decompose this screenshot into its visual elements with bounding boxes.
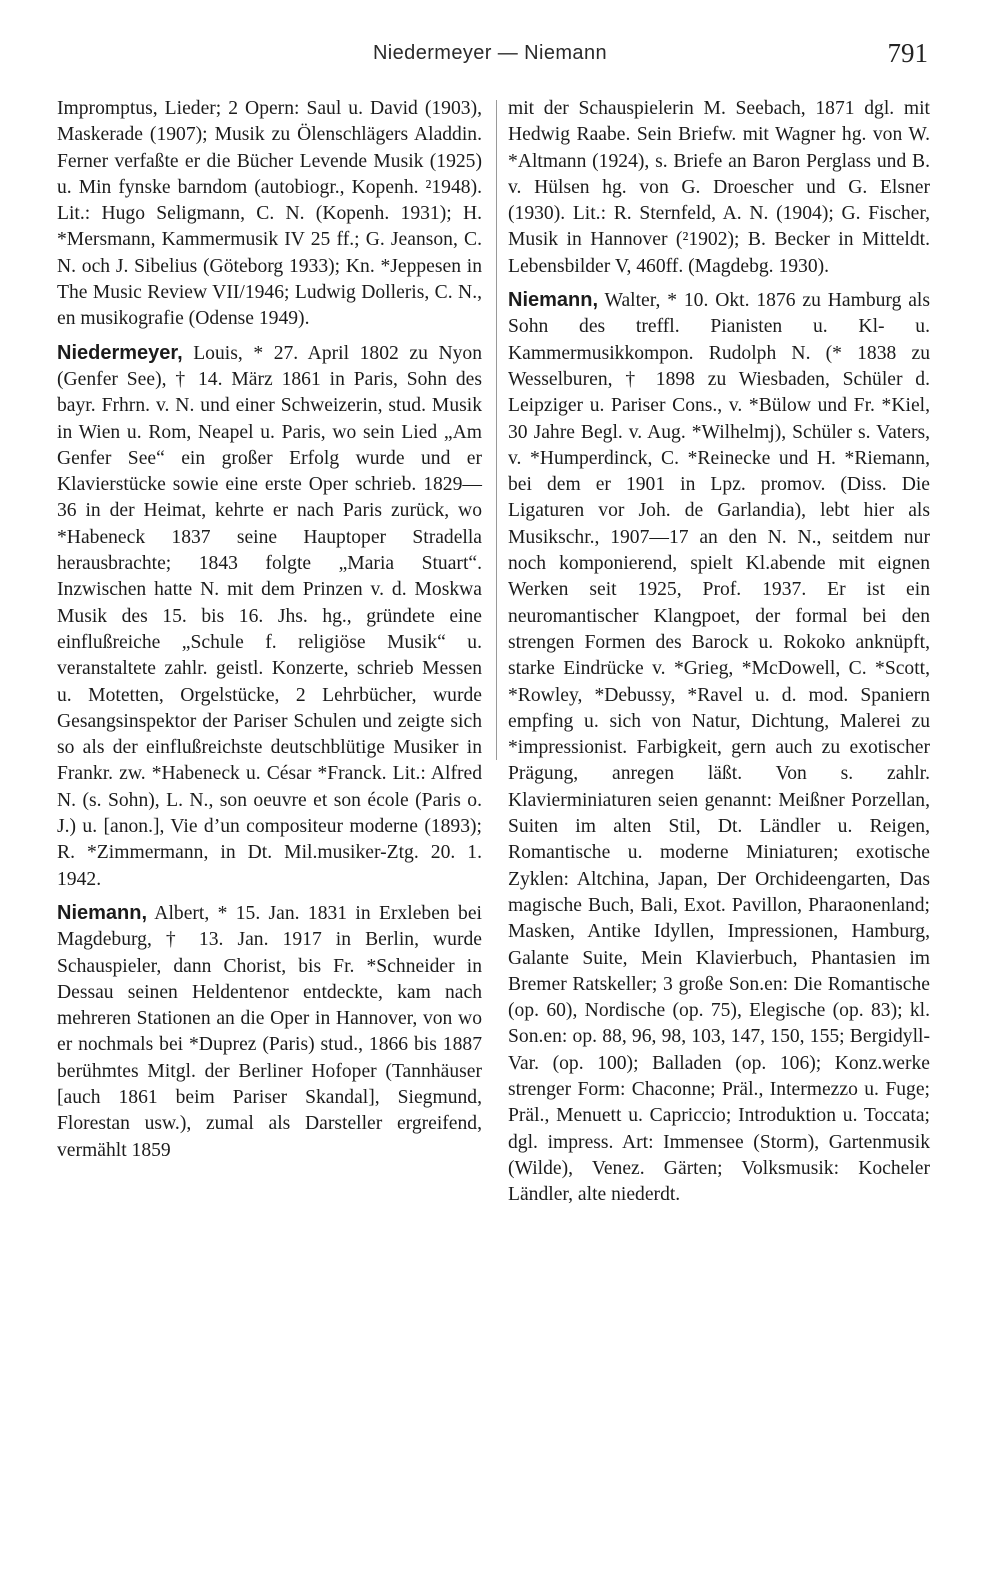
- continuation-entry-left: [57, 96, 482, 333]
- page-header: [0, 38, 1000, 78]
- entry-heading: Niedermeyer,: [57, 341, 183, 364]
- entry-heading: Niemann,: [508, 289, 599, 312]
- entry-niedermeyer: [57, 340, 482, 893]
- right-column: [508, 96, 930, 1215]
- entry-niemann-albert: [57, 900, 482, 1164]
- running-title: Niedermeyer — Niemann: [372, 42, 608, 64]
- entry-heading: Niemann,: [57, 901, 148, 924]
- entry-niemann-walter: [508, 287, 930, 1208]
- entry-text: Louis, * 27. April 1802 zu Nyon (Genfer See), † 14. März 1861 in Paris, Sohn des bayr. Frhrn. v. N. und einer Schweizerin, stud. Musik in Wien u. Rom, Neapel u. Paris, wo sein Lied „Am Genfer See“ ein großer Erfolg wurde und er Klavierstücke sowie eine erste Oper schrieb. 1829—36 in der Heimat, kehrte er nach Paris zurück, wo *Habeneck 1837 seine Hauptoper Stradella herausbrachte; 1843 folgte „Maria Stuart“. Inzwischen hatte N. mit dem Prinzen v. d. Moskwa Musik des 15. bis 16. Jhs. hg., gründete eine einflußreiche „Schule f. religiöse Musik“ u. veranstaltete zahlr. geistl. Konzerte, schrieb Messen u. Motetten, Orgelstücke, 2 Lehrbücher, wurde Gesangsinspektor der Pariser Schulen und zeigte sich so als der einflußreichste deutschblütige Musiker in Frankr. zw. *Habeneck u. César *Franck. Lit.: Alfred N. (s. Sohn), L. N., son oeuvre et son école (Paris o. J.) u. [anon.], Vie d’un compositeur moderne (1893); R. *Zimmermann, in Dt. Mil.musiker-Ztg. 20. 1. 1942.: [57, 342, 482, 890]
- continuation-text: mit der Schauspielerin M. Seebach, 1871 dgl. mit Hedwig Raabe. Sein Briefw. mit Wagner hg. von W. *Altmann (1924), s. Briefe an Baron Perglass und B. v. Hülsen hg. von G. Droescher und G. Elsner (1930). Lit.: R. Sternfeld, A. N. (1904); G. Fischer, Musik in Hannover (²1902); B. Becker in Mitteldt. Lebensbilder V, 460ff. (Magdebg. 1930).: [508, 98, 930, 277]
- column-divider: [496, 100, 497, 760]
- entry-text: Albert, * 15. Jan. 1831 in Erxleben bei Magdeburg, † 13. Jan. 1917 in Berlin, wurde Schauspieler, dann Chorist, bis Fr. *Schneider in Dessau seinen Heldentenor entdeckte, kam nach mehreren Stationen an die Oper in Hannover, von wo er nochmals bei *Duprez (Paris) stud., 1866 bis 1887 berühmtes Mitgl. der Berliner Hofoper (Tannhäuser [auch 1861 beim Pariser Skandal], Siegmund, Florestan usw.), zumal als Darsteller ergreifend, vermählt 1859: [57, 902, 482, 1161]
- continuation-entry-right: [508, 96, 930, 280]
- continuation-text: Impromptus, Lieder; 2 Opern: Saul u. David (1903), Maskerade (1907); Musik zu Ölenschlägers Aladdin. Ferner verfaßte er die Bücher Levende Musik (1925) u. Min fynske barndom (autobiogr., Kopenh. ²1948). Lit.: Hugo Seligmann, C. N. (Kopenh. 1931); H. *Mersmann, Kammermusik IV 25 ff.; G. Jeanson, C. N. och J. Sibelius (Göteborg 1933); Kn. *Jeppesen in The Music Review VII/1946; Ludwig Dolleris, C. N., en musikografie (Odense 1949).: [57, 98, 482, 330]
- left-column: [57, 96, 482, 1171]
- page-number: 791: [887, 38, 928, 68]
- entry-text: Walter, * 10. Okt. 1876 zu Hamburg als Sohn des treffl. Pianisten u. Kl- u. Kammermusikkompon. Rudolph N. (* 1838 zu Wesselburen, † 1898 zu Wiesbaden, Schüler d. Leipziger u. Pariser Cons., v. *Bülow und Fr. *Kiel, 30 Jahre Begl. v. Aug. *Wilhelmj), Schüler s. Vaters, v. *Humperdinck, C. *Reinecke und H. *Riemann, bei dem er 1901 in Lpz. promov. (Diss. Die Ligaturen vor Joh. de Garlandia), lebt hier als Musikschr., 1907—17 an den N. N., seitdem nur noch komponierend, spielt Kl.abende mit eignen Werken seit 1925, Prof. 1937. Er ist ein neuromantischer Klangpoet, der formal bei den strengen Formen des Barock u. Rokoko anknüpft, starke Eindrücke v. *Grieg, *McDowell, C. *Scott, *Rowley, *Debussy, *Ravel u. d. mod. Spaniern empfing u. sich von Natur, Dichtung, Malerei zu *impressionist. Farbigkeit, gern auch zu exotischer Prägung, anregen läßt. Von s. zahlr. Klavierminiaturen seien genannt: Meißner Porzellan, Suiten im alten Stil, Dt. Ländler u. Reigen, Romantische u. moderne Miniaturen; exotische Zyklen: Altchina, Japan, Der Orchideengarten, Das magische Buch, Bali, Exot. Pavillon, Pharaonenland; Masken, Antike Idyllen, Impressionen, Hamburg, Galante Suite, Mein Klavierbuch, Phantasien im Bremer Ratskeller; 3 große Son.en: Die Romantische (op. 60), Nordische (op. 75), Elegische (op. 83); kl. Son.en: op. 88, 96, 98, 103, 147, 150, 155; Bergidyll-Var. (op. 100); Balladen (op. 106); Konz.werke strenger Form: Chaconne; Präl., Intermezzo u. Fuge; Präl., Menuett u. Capriccio; Introduktion u. Toccata; dgl. impress. Art: Immensee (Storm), Gartenmusik (Wilde), Venez. Gärten; Volksmusik: Kocheler Ländler, alte niederdt.: [508, 290, 930, 1206]
